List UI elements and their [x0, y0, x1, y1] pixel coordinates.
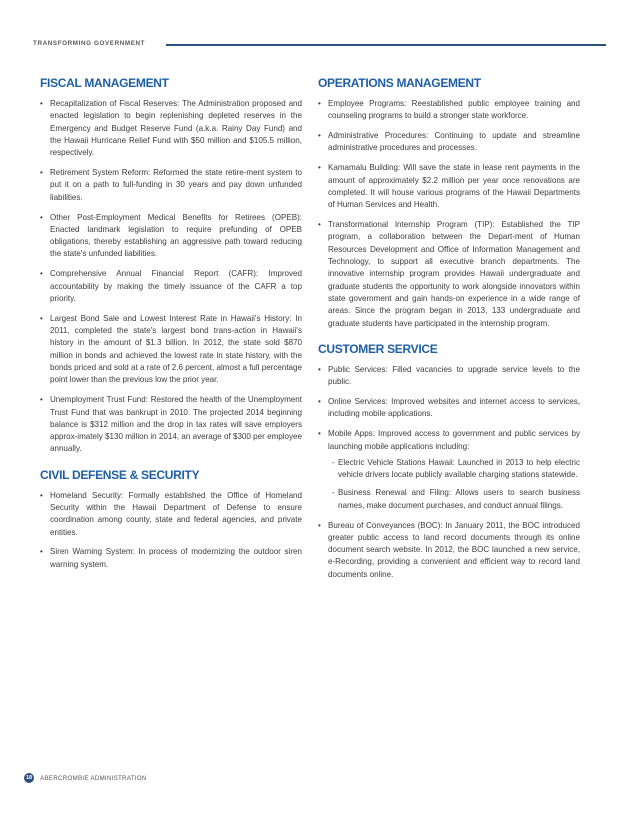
list-item: • Public Services: Filled vacancies to upgrade service levels to the public. [318, 364, 580, 389]
list-item: • Online Services: Improved websites and internet access to services, including mobile applications. [318, 396, 580, 421]
sub-list-item: - Electric Vehicle Stations Hawaii: Launched in 2013 to help electric vehicle drivers locate publicly available charging stations statewide. [328, 457, 580, 482]
civil-defense-list [40, 490, 302, 571]
operations-management-list [318, 98, 580, 330]
customer-service-heading: CUSTOMER SERVICE [318, 341, 438, 356]
list-item: • Administrative Procedures: Continuing to update and streamline administrative procedures and processes. [318, 130, 580, 155]
fiscal-management-list [40, 98, 302, 456]
list-item: • Retirement System Reform: Reformed the state retire-ment system to put it on a path to full-funding in 30 years and pay down unfunded liabilities. [40, 167, 302, 204]
customer-service-list [318, 364, 580, 581]
right-column [318, 76, 580, 589]
civil-defense-heading: CIVIL DEFENSE & SECURITY [40, 467, 200, 482]
page-header [33, 40, 606, 52]
mobile-apps-sublist [328, 457, 580, 512]
footer-text: ABERCROMBIE ADMINISTRATION [40, 774, 147, 782]
list-item: • Comprehensive Annual Financial Report (CAFR): Improved accountability by making the timely issuance of the CAFR a top priority. [40, 268, 302, 305]
page-footer [24, 772, 147, 784]
left-column [40, 76, 302, 579]
list-item: • Siren Warning System: In process of modernizing the outdoor siren warning system. [40, 546, 302, 571]
list-item: • Other Post-Employment Medical Benefits for Retirees (OPEB): Enacted landmark legislation to require prefunding of OPEB obligations, thereby establishing an aggressive path toward reducing the state's unfunded liabilities. [40, 212, 302, 261]
header-title: TRANSFORMING GOVERNMENT [33, 40, 146, 47]
list-item: • Transformational Internship Program (TIP): Established the TIP program, a collaboration between the Depart-ment of Human Resources Development and Office of Information Management and Technology, to support all executive branch departments. The innovative internship program provides Hawaii undergraduate and graduate students the opportunity to work alongside innovators within state government and gain hands-on experience in a wide range of areas. Since the program began in 2013, 133 undergraduate and graduate students have participated in the internship program. [318, 219, 580, 330]
list-item-text: Mobile Apps: Improved access to government and public services by launching mobile applications including: [328, 429, 580, 451]
page-number-badge: 18 [25, 775, 33, 781]
list-item: • Recapitalization of Fiscal Reserves: The Administration proposed and enacted legislation to begin replenishing depleted reserves in the Emergency and Budget Reserve Fund (a.k.a. Rainy Day Fund) and the Hawaii Hurricane Relief Fund with $50 million and $105.5 million, respectively. [40, 98, 302, 159]
list-item [318, 428, 580, 512]
sub-list-item: - Business Renewal and Filing: Allows users to search business names, make document purchases, and conduct annual filings. [328, 487, 580, 512]
operations-management-heading: OPERATIONS MANAGEMENT [318, 76, 481, 90]
list-item: • Employee Programs: Reestablished public employee training and counseling programs to build a stronger state workforce. [318, 98, 580, 123]
header-rule [166, 44, 606, 46]
list-item: • Bureau of Conveyances (BOC): In January 2011, the BOC introduced greater public access to land record documents through its online document search website. In 2012, the BOC launched a new service, e-Recording, providing a convenient and efficient way to record land documents online. [318, 520, 580, 581]
fiscal-management-heading: FISCAL MANAGEMENT [40, 76, 169, 90]
list-item: • Kamamalu Building: Will save the state in lease rent payments in the amount of approximately $2.2 million per year once renovations are completed. It will house various programs of the Hawaii Departments of Human Services and Health. [318, 162, 580, 211]
list-item: • Unemployment Trust Fund: Restored the health of the Unemployment Trust Fund that was bankrupt in 2010. The projected 2014 beginning balance is $312 million and the drop in tax rates will save employers approx-imately $130 million in 2014, an average of $300 per employee annually. [40, 394, 302, 455]
list-item: • Homeland Security: Formally established the Office of Homeland Security within the Hawaii Department of Defense to ensure coordination among county, state and federal agencies, and private entities. [40, 490, 302, 539]
list-item: • Largest Bond Sale and Lowest Interest Rate in Hawaii's History: In 2011, completed the state's largest bond trans-action in Hawaii's history in the amount of $1.3 billion. In 2012, the state sold $870 million in bonds and achieved the lowest rate in state history, with the bonds priced and sold at a rate of 2.6 percent, almost a full percentage point lower than the previous low the prior year. [40, 313, 302, 387]
